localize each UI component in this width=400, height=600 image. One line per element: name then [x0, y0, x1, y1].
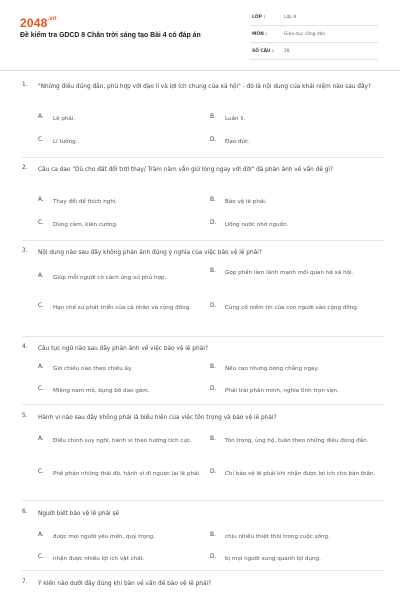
exam-meta-box	[250, 12, 378, 63]
option-letter: C.	[38, 554, 44, 560]
meta-row-count	[250, 46, 378, 60]
question-text: Nội dung nào sau đây không phản ánh đúng ý nghĩa của việc bảo vệ lẽ phải?	[38, 250, 262, 256]
option-text: Nếu cao nhưng bóng chẳng ngay.	[225, 366, 319, 372]
page-title: Đề kiểm tra GDCD 8 Chân trời sáng tạo Bài 4 có đáp án	[20, 32, 201, 39]
option-text: Chỉ bảo vệ lẽ phải khi nhận được lợi ích cho bản thân.	[225, 471, 376, 477]
option-letter: B.	[210, 197, 216, 203]
question-number: 5.	[22, 413, 28, 419]
option-text: Điều chỉnh suy nghĩ, hành vi theo hướng tích cực.	[53, 438, 192, 444]
question-number: 4.	[22, 344, 28, 350]
option-letter: C.	[38, 303, 44, 309]
option-letter: D.	[210, 386, 217, 392]
option-letter: A.	[38, 197, 44, 203]
option-text: chịu nhiều thiệt thòi trong cuộc sống.	[225, 534, 330, 540]
question-number: 2.	[22, 165, 28, 171]
option-letter: D.	[210, 303, 217, 309]
option-letter: D.	[210, 220, 217, 226]
option-text: được mọi người yêu mến, quý trọng.	[53, 534, 156, 540]
meta-value: 28	[284, 49, 290, 54]
question-text: Câu tục ngữ nào sau đây phản ánh về việc bảo vệ lẽ phải?	[38, 346, 208, 352]
option-letter: A.	[38, 436, 44, 442]
page-header	[0, 0, 400, 66]
option-text: Tôn trọng, ủng hộ, tuân theo những điều đúng đắn.	[225, 438, 369, 444]
option-text: Luân lí.	[225, 116, 246, 122]
meta-label: LỚP :	[252, 15, 266, 20]
site-logo[interactable]	[20, 16, 57, 30]
option-text: Phê phán những thái độ, hành vi đi ngược lại lẽ phải.	[53, 471, 201, 477]
option-letter: B.	[210, 268, 216, 274]
question-divider	[22, 570, 384, 571]
option-letter: C.	[38, 469, 44, 475]
option-letter: D.	[210, 137, 217, 143]
option-letter: B.	[210, 436, 216, 442]
meta-value: Giáo dục công dân	[284, 32, 326, 37]
option-text: Hạn chế sự phát triển của cá nhân và cộng đồng.	[53, 305, 192, 311]
option-letter: D.	[210, 469, 217, 475]
question-divider	[22, 336, 384, 337]
option-letter: A.	[38, 273, 44, 279]
logo-suffix: .vn	[47, 16, 57, 22]
question-number: 3.	[22, 248, 28, 254]
option-text: Bảo vệ lẽ phải.	[225, 199, 267, 205]
question-text: Câu ca dao "Dù cho đất đổi trời thay/ Trăm năm vẫn giữ lòng ngay với đời" đã phản ánh về vấn đề gì?	[38, 167, 334, 173]
option-text: bị mọi người xung quanh lợi dụng.	[225, 556, 321, 562]
question-text: Ý kiến nào dưới đây đúng khi bàn về vấn đề bảo vệ lẽ phải?	[38, 581, 212, 587]
option-text: Gió chiều nào theo chiều ấy.	[53, 366, 133, 372]
option-letter: D.	[210, 554, 217, 560]
meta-value: Lớp 8	[284, 15, 297, 20]
question-text: "Những điều đúng đắn, phù hợp với đạo lí và lợi ích chung của xã hội" - đó là nội dung của khái niệm nào sau đây?	[38, 84, 372, 90]
question-divider	[22, 500, 384, 501]
option-letter: A.	[38, 114, 44, 120]
option-text: Lẽ phải.	[53, 116, 76, 122]
question-divider	[22, 404, 384, 405]
option-text: Phải trái phân minh, nghĩa tình trọn vẹn.	[225, 388, 339, 394]
option-text: Lí tưởng.	[53, 139, 78, 145]
option-text: Uống nước nhớ nguồn.	[225, 222, 289, 228]
option-text: Góp phần làm lành mạnh mối quan hệ xã hội.	[225, 270, 354, 276]
option-letter: A.	[38, 532, 44, 538]
option-text: Thay đổi để thích nghi.	[53, 199, 118, 205]
option-text: Miệng nam mô, bụng bồ dao găm.	[53, 388, 150, 394]
meta-label: SỐ CÂU :	[252, 49, 274, 54]
question-text: Người biết bảo vệ lẽ phải sẽ	[38, 511, 120, 517]
question-divider	[22, 157, 384, 158]
header-divider	[0, 70, 400, 71]
meta-row-subject	[250, 29, 378, 43]
logo-main: 2048	[20, 16, 48, 30]
question-divider	[22, 240, 384, 241]
option-letter: B.	[210, 364, 216, 370]
option-letter: C.	[38, 386, 44, 392]
option-letter: B.	[210, 532, 216, 538]
question-number: 7.	[22, 579, 28, 585]
option-letter: B.	[210, 114, 216, 120]
question-text: Hành vi nào sau đây không phải là biểu hiện của việc tôn trọng và bảo vệ lẽ phải?	[38, 415, 277, 421]
option-text: Giúp mỗi người có cách ứng xử phù hợp.	[53, 275, 167, 281]
question-number: 6.	[22, 509, 28, 515]
question-number: 1.	[22, 82, 28, 88]
option-letter: C.	[38, 137, 44, 143]
option-text: Củng cố niềm tin của con người vào cộng đồng.	[225, 305, 359, 311]
option-text: Dũng cảm, kiên cường.	[53, 222, 118, 228]
meta-row-class	[250, 12, 378, 26]
option-text: Đạo đức.	[225, 139, 250, 145]
option-letter: A.	[38, 364, 44, 370]
option-text: nhận được nhiều lợi ích vật chất.	[53, 556, 145, 562]
option-letter: C.	[38, 220, 44, 226]
meta-label: MÔN :	[252, 32, 268, 37]
